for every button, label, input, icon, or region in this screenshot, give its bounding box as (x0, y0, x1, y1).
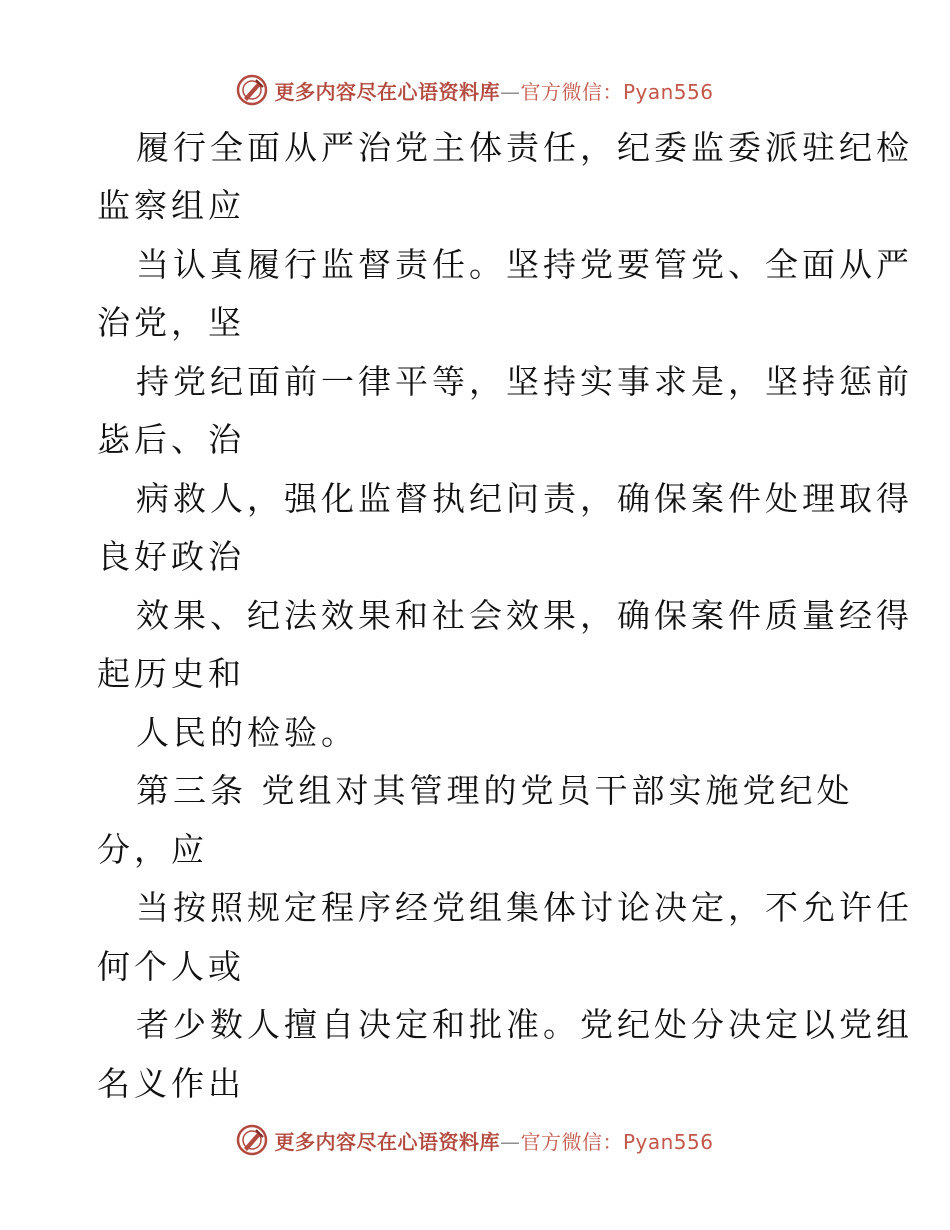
doc-line-8: 良好政治 (97, 537, 245, 576)
doc-line-1: 履行全面从严治党主体责任，纪委监委派驻纪检 (136, 128, 913, 167)
doc-line-5: 持党纪面前一律平等，坚持实事求是，坚持惩前 (136, 362, 913, 401)
doc-line-13: 分，应 (97, 830, 208, 869)
footer-banner-text (274, 1126, 713, 1155)
doc-line-3: 当认真履行监督责任。坚持党要管党、全面从严 (136, 245, 913, 284)
doc-line-10: 起历史和 (97, 654, 245, 693)
doc-line-17: 名义作出 (97, 1064, 245, 1103)
doc-line-9: 效果、纪法效果和社会效果，确保案件质量经得 (136, 596, 913, 635)
quill-pen-logo-icon (236, 74, 268, 106)
doc-line-15: 何个人或 (97, 947, 245, 986)
header-banner-text (274, 76, 713, 105)
doc-line-6: 毖后、治 (97, 420, 245, 459)
footer-wechat-text: 官方微信：Pyan556 (520, 1129, 714, 1154)
header-banner (0, 70, 950, 110)
doc-line-11: 人民的检验。 (136, 713, 358, 752)
doc-line-16: 者少数人擅自决定和批准。党纪处分决定以党组 (136, 1005, 913, 1044)
header-separator: — (499, 79, 521, 104)
header-brand-text: 更多内容尽在心语资料库 (274, 79, 500, 104)
doc-line-2: 监察组应 (97, 186, 245, 225)
footer-brand-text: 更多内容尽在心语资料库 (274, 1129, 500, 1154)
quill-pen-logo-icon (236, 1124, 268, 1156)
footer-banner (0, 1120, 950, 1160)
doc-line-4: 治党，坚 (97, 303, 245, 342)
doc-line-7: 病救人，强化监督执纪问责，确保案件处理取得 (136, 479, 913, 518)
doc-line-12: 第三条 党组对其管理的党员干部实施党纪处 (136, 771, 854, 810)
doc-line-14: 当按照规定程序经党组集体讨论决定，不允许任 (136, 888, 913, 927)
header-wechat-text: 官方微信：Pyan556 (520, 79, 714, 104)
footer-separator: — (499, 1129, 521, 1154)
